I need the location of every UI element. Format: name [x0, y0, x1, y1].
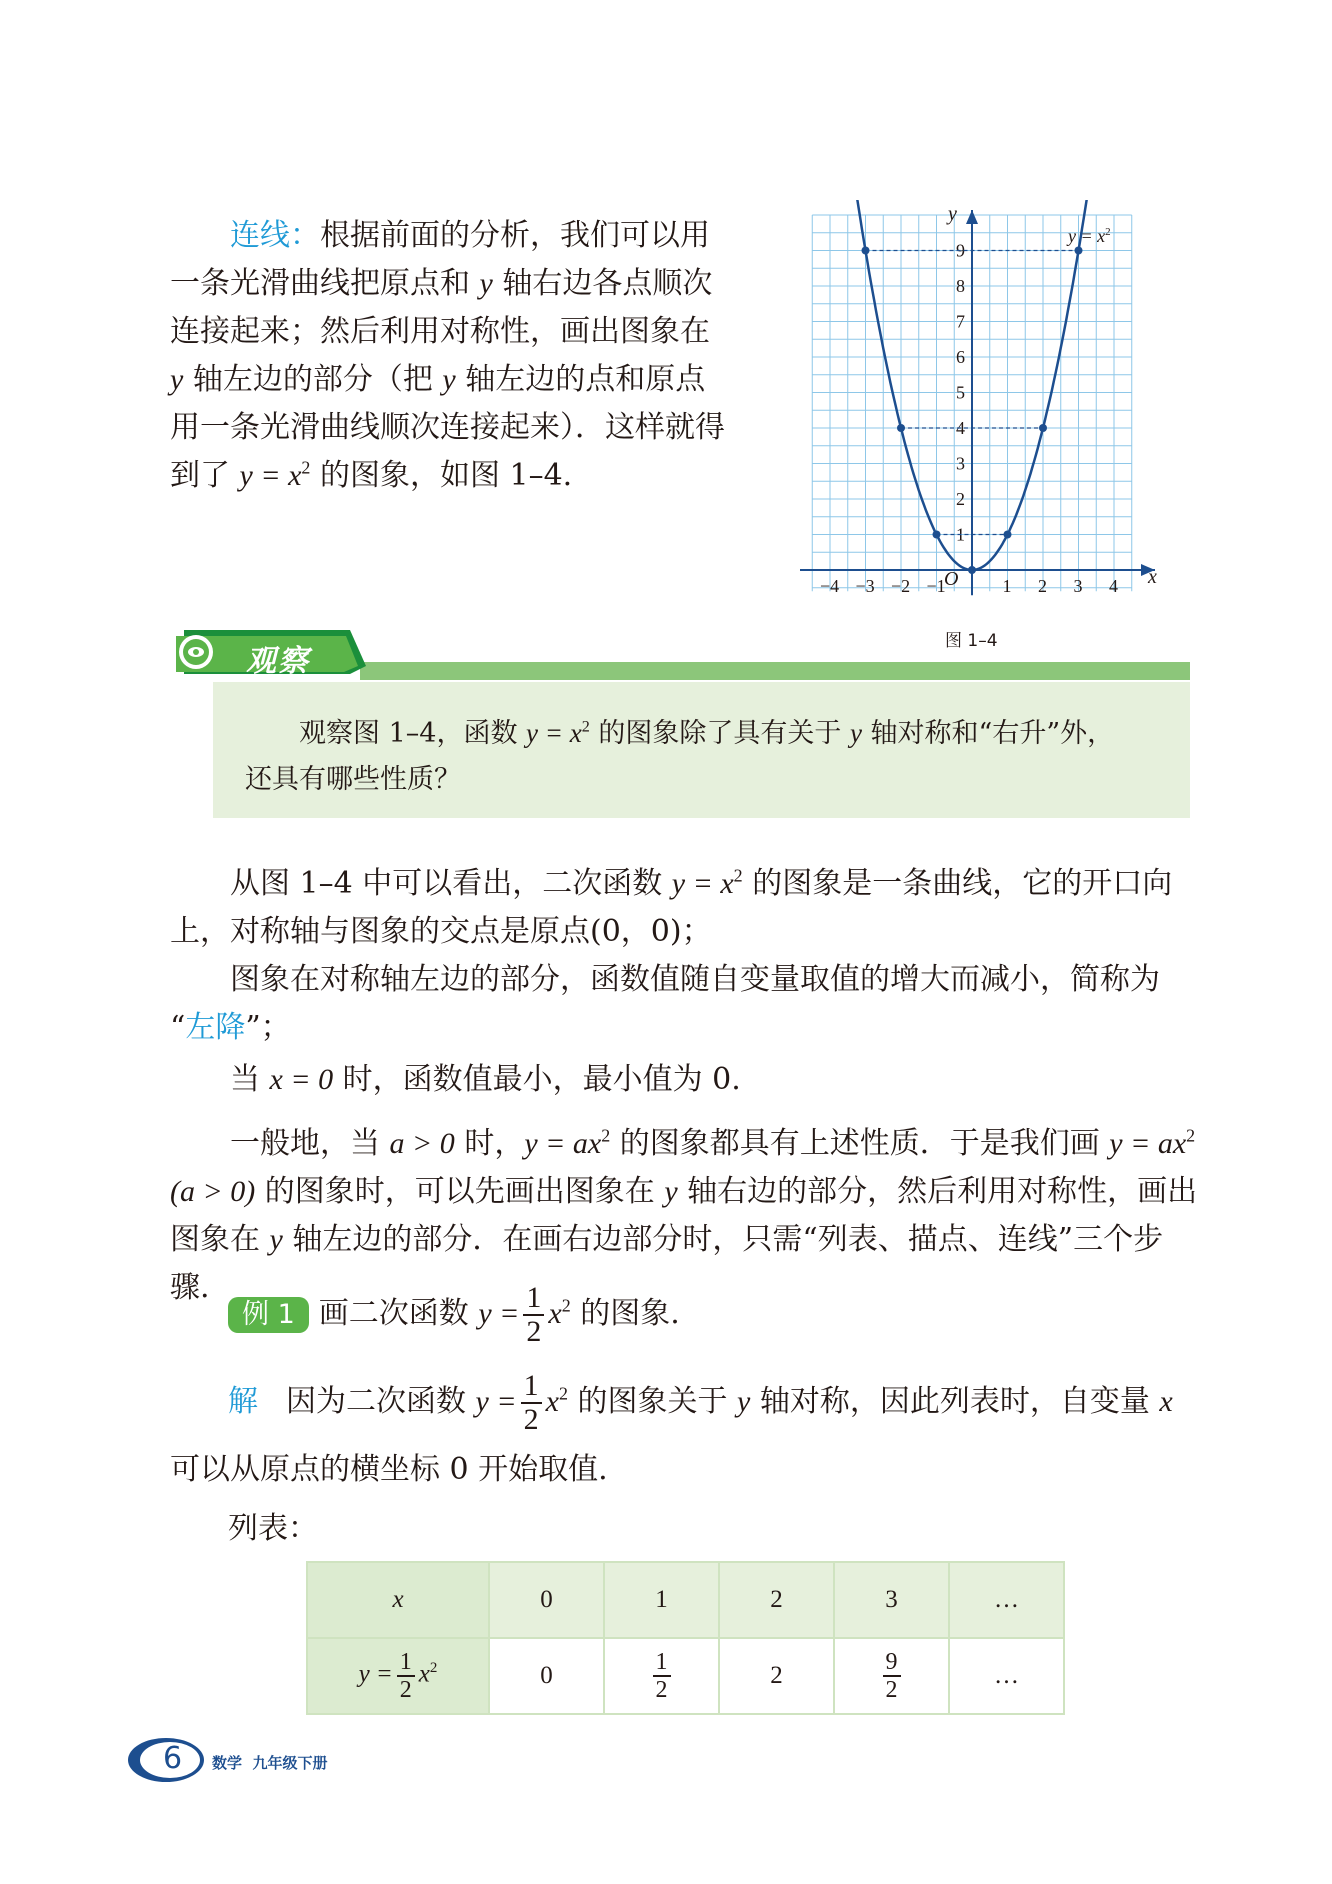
- example-fraction: $\frac{1}{2}$: [523, 1282, 544, 1348]
- solution-fraction: $\frac{1}{2}$: [521, 1370, 542, 1436]
- book-title: 数学 九年级下册: [212, 1754, 328, 1772]
- curve-label: $y = x^2$: [1068, 226, 1111, 246]
- value-table: [306, 1561, 1065, 1715]
- y-tick-label: 4: [956, 418, 965, 438]
- table-cell: 3: [834, 1562, 949, 1638]
- plotted-point: [933, 531, 941, 539]
- observe-text: [245, 710, 1185, 803]
- solution: 解 因为二次函数 y = $\frac{1}{2}$ $x^2$ 的图象关于 y 轴对称，因此列表时，自变量 x: [228, 1369, 1173, 1436]
- table-cell: 0: [489, 1562, 604, 1638]
- table-cell: 0: [489, 1638, 604, 1714]
- plotted-point: [968, 566, 976, 574]
- y-tick-label: 3: [956, 453, 965, 474]
- table-cell: $\frac{9}{2}$: [834, 1638, 949, 1714]
- plotted-point: [1004, 531, 1012, 539]
- y-tick-label: 2: [956, 489, 965, 509]
- y-tick-label: 9: [956, 240, 965, 261]
- body-line-7: (a > 0) 的图象时，可以先画出图象在 y 轴右边的部分，然后利用对称性，画出: [170, 1174, 1198, 1209]
- body-line-2: 上，对称轴与图象的交点是原点(0，0)；: [170, 914, 712, 949]
- example-1: 例 1 画二次函数 y = $\frac{1}{2}$ $x^2$ 的图象.: [228, 1282, 680, 1348]
- x-tick-label: 4: [1109, 576, 1118, 596]
- page-number: 6: [163, 1741, 183, 1776]
- y-tick-label: 7: [956, 311, 965, 332]
- table-header-y: y = $\frac{1}{2}$ $x^2$: [307, 1638, 489, 1714]
- intro-paragraph: [170, 212, 730, 500]
- table-row-y: [307, 1638, 1064, 1714]
- body-text: [170, 860, 1200, 1312]
- intro-line1-text: 根据前面的分析，我们可以用: [320, 218, 710, 253]
- intro-line-1: 连线：根据前面的分析，我们可以用: [230, 218, 710, 253]
- solution-line-2: 可以从原点的横坐标 0 开始取值.: [170, 1452, 608, 1487]
- y-tick-label: 6: [956, 347, 965, 367]
- intro-heading: 连线: [230, 218, 290, 253]
- body-line-1: 从图 1–4 中可以看出，二次函数 $y = x^2$ 的图象是一条曲线，它的开口向: [230, 865, 1173, 901]
- x-tick-label: 2: [1038, 576, 1047, 596]
- x-tick-label: 1: [1002, 576, 1012, 596]
- y-axis-arrow: [966, 210, 978, 224]
- x-tick-label: −3: [855, 576, 875, 596]
- plotted-point: [1039, 424, 1047, 432]
- body-line-5: 当 x = 0 时，函数值最小，最小值为 0.: [230, 1062, 741, 1097]
- figure-ticks: [820, 241, 1118, 597]
- table-cell: $\frac{1}{2}$: [604, 1638, 719, 1714]
- table-row-x: [307, 1562, 1064, 1638]
- x-tick-label: −1: [926, 576, 946, 596]
- origin-label: O: [944, 568, 959, 590]
- table-cell: …: [949, 1638, 1064, 1714]
- x-axis-label: x: [1148, 566, 1157, 588]
- intro-line-4: y 轴左边的部分（把 y 轴左边的点和原点: [170, 362, 706, 397]
- plotted-point: [897, 424, 905, 432]
- plotted-point: [862, 247, 870, 255]
- intro-line-2: 一条光滑曲线把原点和 y 轴右边各点顺次: [170, 266, 713, 301]
- intro-line-5: 用一条光滑曲线顺次连接起来）．这样就得: [170, 410, 725, 445]
- x-tick-label: −4: [820, 576, 840, 596]
- observe-banner: [170, 622, 1190, 680]
- observe-title: 观察: [246, 644, 310, 679]
- table-cell: 1: [604, 1562, 719, 1638]
- table-cell: …: [949, 1562, 1064, 1638]
- observe-line-1: 观察图 1–4，函数 $y = x^2$ 的图象除了具有关于 y 轴对称和“右升”外，: [299, 717, 1115, 749]
- y-axis-label: y: [948, 203, 957, 225]
- figure-caption: 图 1–4: [945, 631, 998, 651]
- intro-line-6: 到了 $y = x^2$ 的图象，如图 1–4.: [170, 457, 573, 493]
- x-tick-label: 3: [1073, 576, 1083, 596]
- body-line-4: “左降”；: [170, 1010, 291, 1045]
- body-line-3: 图象在对称轴左边的部分，函数值随自变量取值的增大而减小，简称为: [230, 962, 1160, 997]
- figure-parabola: [780, 200, 1170, 610]
- term-left-descend: 左降: [185, 1010, 246, 1045]
- observe-line-2: 还具有哪些性质？: [245, 764, 461, 795]
- list-label: 列表：: [228, 1511, 318, 1546]
- x-tick-label: −2: [891, 576, 911, 596]
- body-line-8: 图象在 y 轴左边的部分．在画右边部分时，只需“列表、描点、连线”三个步骤.: [170, 1222, 1164, 1305]
- y-tick-label: 8: [956, 276, 965, 296]
- intro-line-3: 连接起来；然后利用对称性，画出图象在: [170, 314, 710, 349]
- y-tick-label: 1: [956, 524, 965, 545]
- table-cell: 2: [719, 1638, 834, 1714]
- y-tick-label: 5: [956, 382, 965, 403]
- plotted-point: [1075, 247, 1083, 255]
- table-header-x: x: [307, 1562, 489, 1638]
- example-badge: 例 1: [228, 1297, 309, 1333]
- solution-label: 解: [228, 1384, 258, 1419]
- table-cell: 2: [719, 1562, 834, 1638]
- body-line-6: 一般地，当 a > 0 时，$y = ax^2$ 的图象都具有上述性质．于是我们画 $y = ax^2$: [230, 1125, 1196, 1161]
